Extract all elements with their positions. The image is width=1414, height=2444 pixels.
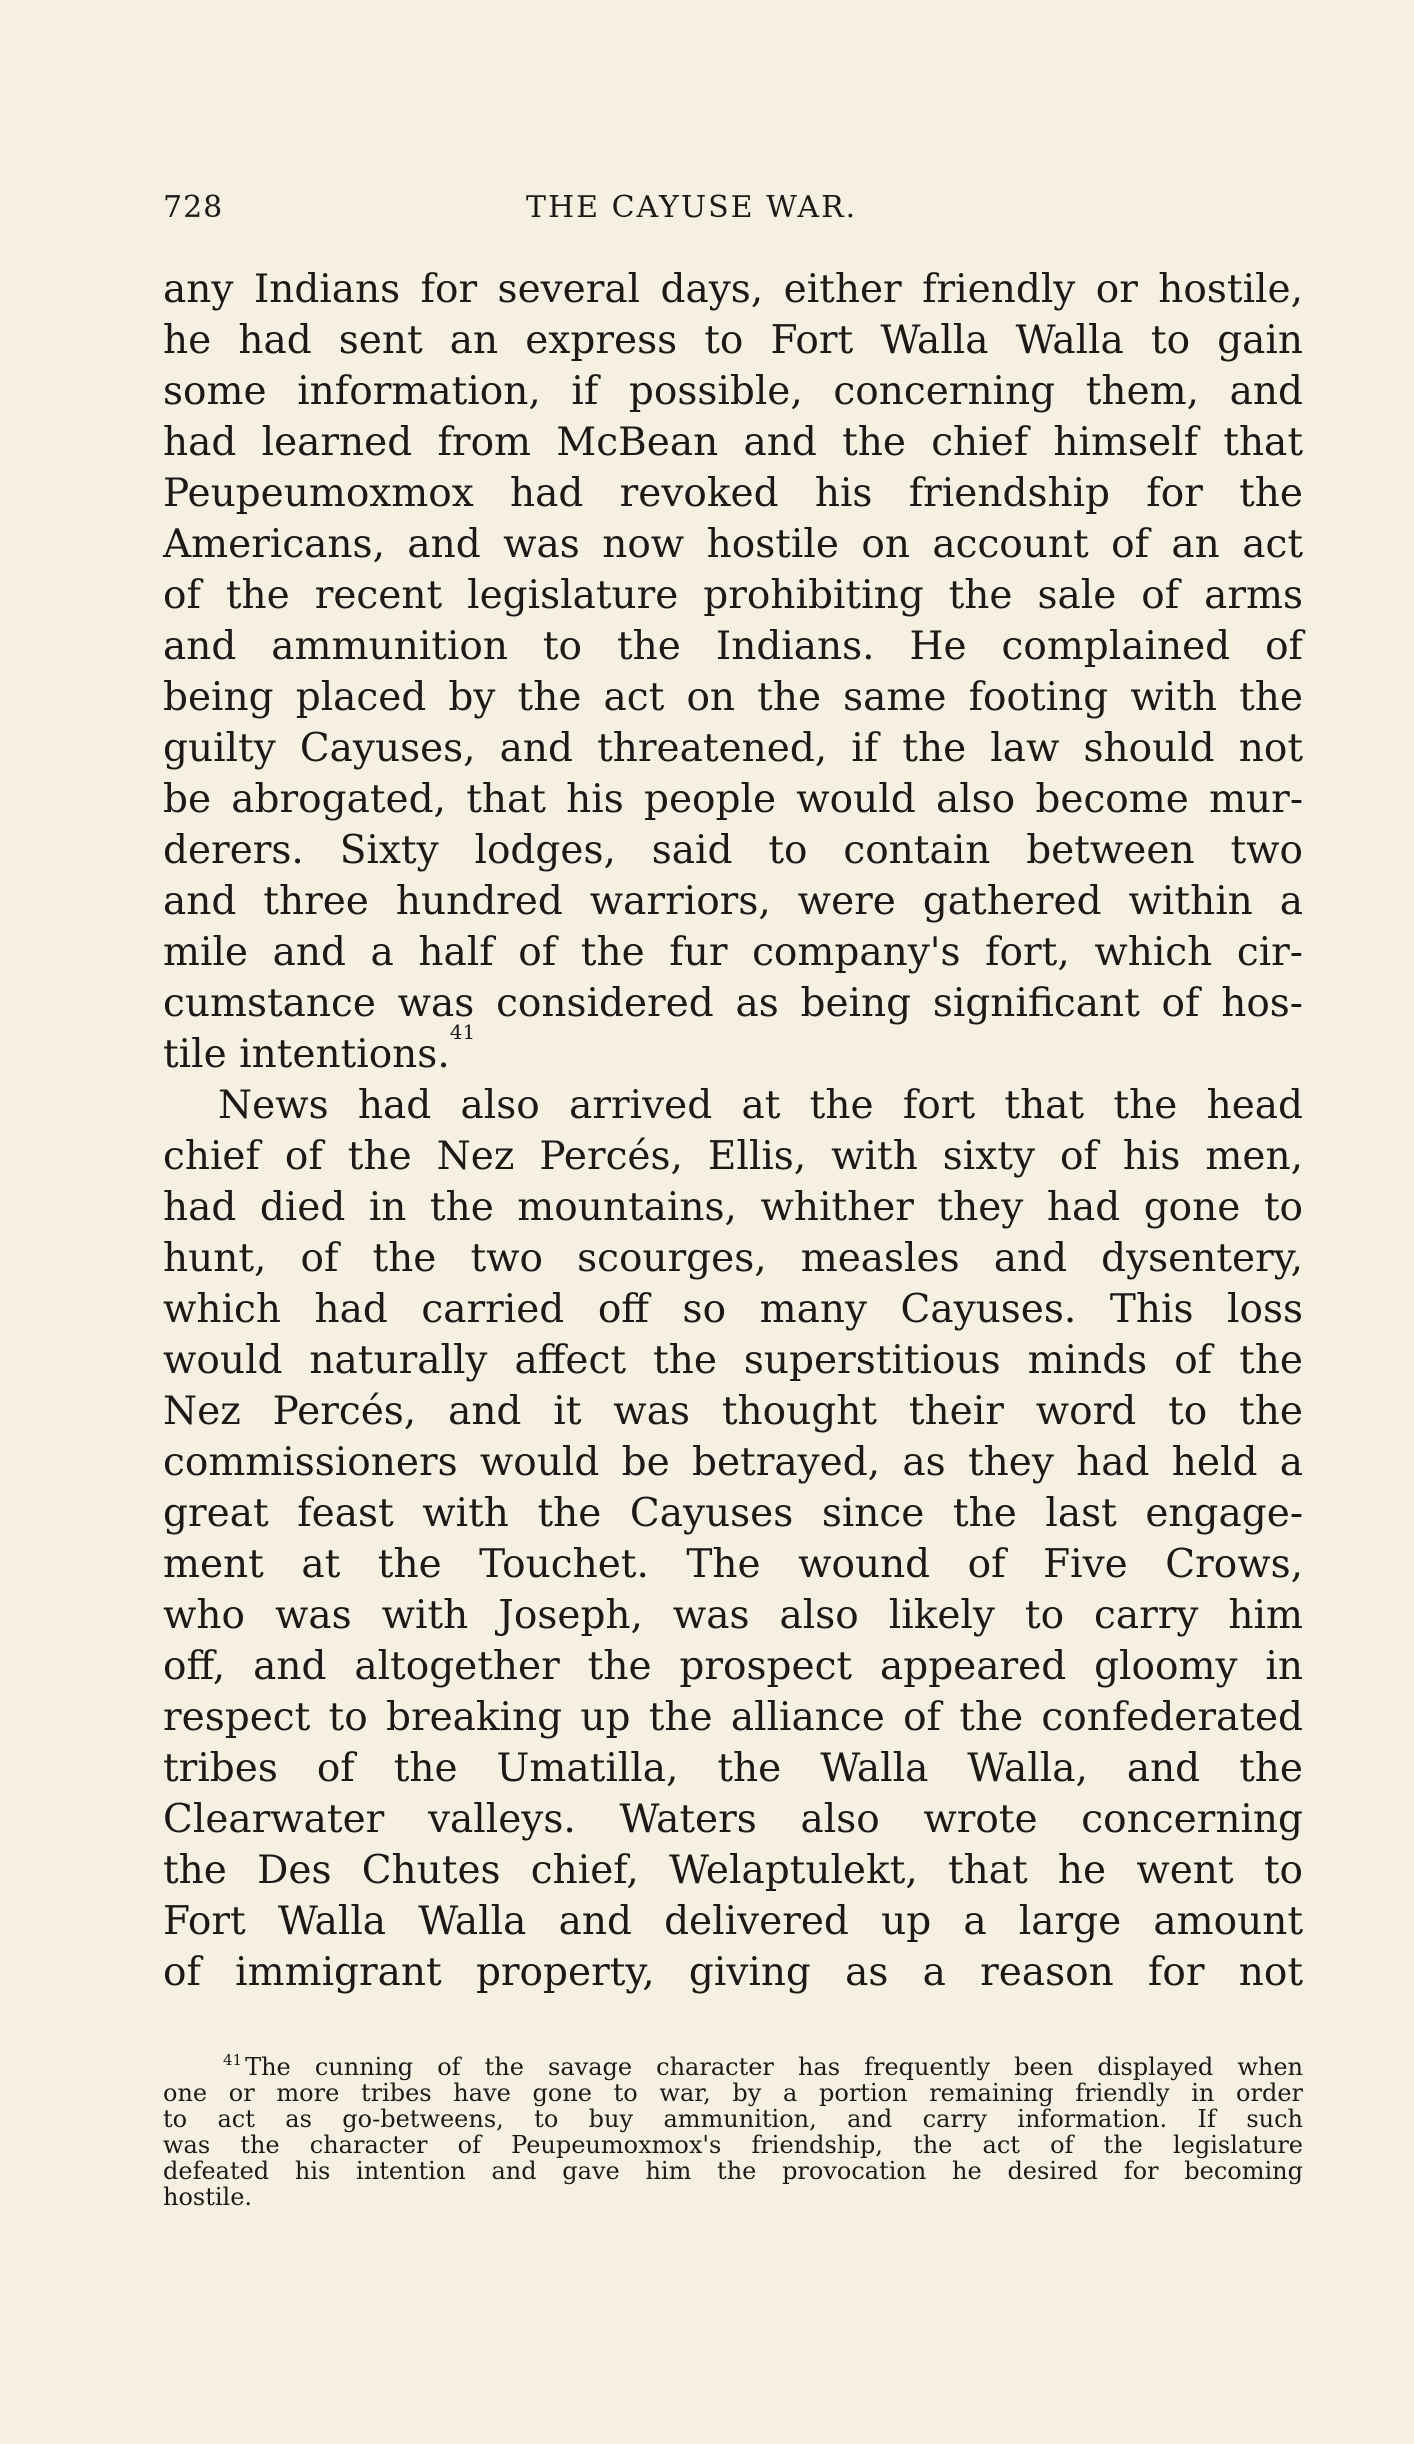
text-line: hunt, of the two scourges, measles and dysentery, [163, 1236, 1303, 1281]
footnote-line: defeated his intention and gave him the provocation he desired for becoming [163, 2157, 1303, 2185]
running-head: THE CAYUSE WAR. [526, 190, 858, 225]
footnote-reference: 41 [449, 1020, 476, 1044]
footnote-line: was the character of Peupeumoxmox's friendship, the act of the legislature [163, 2131, 1303, 2159]
text-line: respect to breaking up the alliance of the confederated [163, 1695, 1303, 1740]
text-line: Nez Percés, and it was thought their word to the [163, 1389, 1303, 1434]
text-line: be abrogated, that his people would also become mur- [163, 777, 1303, 822]
text-line-content: tile intentions. [163, 1032, 450, 1077]
text-line: off, and altogether the prospect appeared gloomy in [163, 1644, 1303, 1689]
footnote-line: hostile. [163, 2183, 253, 2211]
footnote-marker: 41 [223, 2051, 243, 2069]
text-line: would naturally affect the superstitious minds of the [163, 1338, 1303, 1383]
text-line: had learned from McBean and the chief himself that [163, 420, 1303, 465]
text-line: had died in the mountains, whither they had gone to [163, 1185, 1303, 1230]
text-line: who was with Joseph, was also likely to carry him [163, 1593, 1303, 1638]
text-line: cumstance was considered as being significant of hos- [163, 981, 1303, 1026]
text-line: which had carried off so many Cayuses. This loss [163, 1287, 1303, 1332]
text-line: commissioners would be betrayed, as they had held a [163, 1440, 1303, 1485]
text-line [163, 1020, 1303, 1080]
footnote-line-content: The cunning of the savage character has frequently been displayed when [245, 2053, 1303, 2081]
text-line: chief of the Nez Percés, Ellis, with sixty of his men, [163, 1134, 1303, 1179]
footnote-line: one or more tribes have gone to war, by a portion remaining friendly in order [163, 2079, 1303, 2107]
body-text [163, 264, 1303, 1998]
text-line: of immigrant property, giving as a reason for not [163, 1950, 1303, 1995]
text-line: guilty Cayuses, and threatened, if the law should not [163, 726, 1303, 771]
text-line: great feast with the Cayuses since the last engage- [163, 1491, 1303, 1536]
text-line: News had also arrived at the fort that the head [218, 1083, 1303, 1128]
footnote-line [163, 2051, 1303, 2081]
text-line: some information, if possible, concerning them, and [163, 369, 1303, 414]
page-number: 728 [163, 190, 224, 225]
paragraph-2 [163, 1080, 1303, 1998]
text-line: the Des Chutes chief, Welaptulekt, that he went to [163, 1848, 1303, 1893]
text-line: of the recent legislature prohibiting the sale of arms [163, 573, 1303, 618]
text-line: and ammunition to the Indians. He complained of [163, 624, 1303, 669]
text-line: derers. Sixty lodges, said to contain between two [163, 828, 1303, 873]
text-line: mile and a half of the fur company's fort, which cir- [163, 930, 1303, 975]
page-header [163, 190, 1303, 234]
text-line: Peupeumoxmox had revoked his friendship for the [163, 471, 1303, 516]
text-line: being placed by the act on the same footing with the [163, 675, 1303, 720]
text-line: any Indians for several days, either friendly or hostile, [163, 267, 1303, 312]
text-line: Clearwater valleys. Waters also wrote concerning [163, 1797, 1303, 1842]
text-line: ment at the Touchet. The wound of Five Crows, [163, 1542, 1303, 1587]
text-line: he had sent an express to Fort Walla Walla to gain [163, 318, 1303, 363]
text-line: Americans, and was now hostile on account of an act [163, 522, 1303, 567]
footnote-line: to act as go-betweens, to buy ammunition, and carry information. If such [163, 2105, 1303, 2133]
text-line: and three hundred warriors, were gathered within a [163, 879, 1303, 924]
footnote [163, 2051, 1303, 2211]
paragraph-1 [163, 264, 1303, 1080]
text-line: Fort Walla Walla and delivered up a large amount [163, 1899, 1303, 1944]
text-line: tribes of the Umatilla, the Walla Walla, and the [163, 1746, 1303, 1791]
